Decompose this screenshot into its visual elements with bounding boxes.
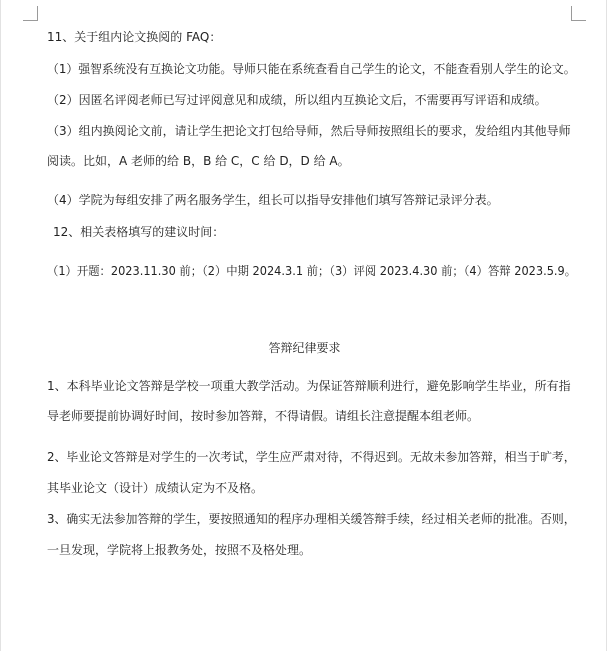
crop-mark-top-right	[571, 6, 586, 21]
crop-mark-top-left	[23, 6, 38, 21]
faq-item-1: （1）强智系统没有互换论文功能。导师只能在系统查看自己学生的论文，不能查看别人学生的论文。	[47, 62, 576, 76]
rule-3-line-1: 3、确实无法参加答辩的学生，要按照通知的程序办理相关缓答辩手续，经过相关老师的批准。否则，	[47, 512, 576, 526]
rule-1-line-2: 导老师要提前协调好时间，按时参加答辩，不得请假。请组长注意提醒本组老师。	[47, 409, 480, 423]
schedule-heading: 12、相关表格填写的建议时间：	[53, 225, 225, 239]
faq-item-4: （4）学院为每组安排了两名服务学生，组长可以指导安排他们填写答辩记录评分表。	[47, 193, 499, 207]
schedule-times: （1）开题：2023.11.30 前；（2）中期 2024.3.1 前；（3）评阅 2023.4.30 前；（4）答辩 2023.5.9。	[47, 264, 577, 278]
rule-1-line-1: 1、本科毕业论文答辩是学校一项重大教学活动。为保证答辩顺利进行，避免影响学生毕业，所有指	[47, 379, 571, 393]
rule-3-line-2: 一旦发现，学院将上报教务处，按照不及格处理。	[47, 543, 312, 557]
rule-2-line-2: 其毕业论文（设计）成绩认定为不及格。	[47, 481, 264, 495]
rule-2-line-1: 2、毕业论文答辩是对学生的一次考试，学生应严肃对待，不得迟到。无故未参加答辩，相当于旷考，	[47, 450, 576, 464]
discipline-title: 答辩纪律要求	[268, 341, 341, 355]
faq-item-3-line-1: （3）组内换阅论文前，请让学生把论文打包给导师，然后导师按照组长的要求，发给组内其他导师	[47, 124, 571, 138]
faq-item-2: （2）因匿名评阅老师已写过评阅意见和成绩，所以组内互换论文后，不需要再写评语和成绩。	[47, 93, 547, 107]
faq-item-3-line-2: 阅读。比如，A 老师的给 B，B 给 C，C 给 D，D 给 A。	[47, 154, 350, 168]
faq-heading: 11、关于组内论文换阅的 FAQ：	[47, 30, 222, 44]
